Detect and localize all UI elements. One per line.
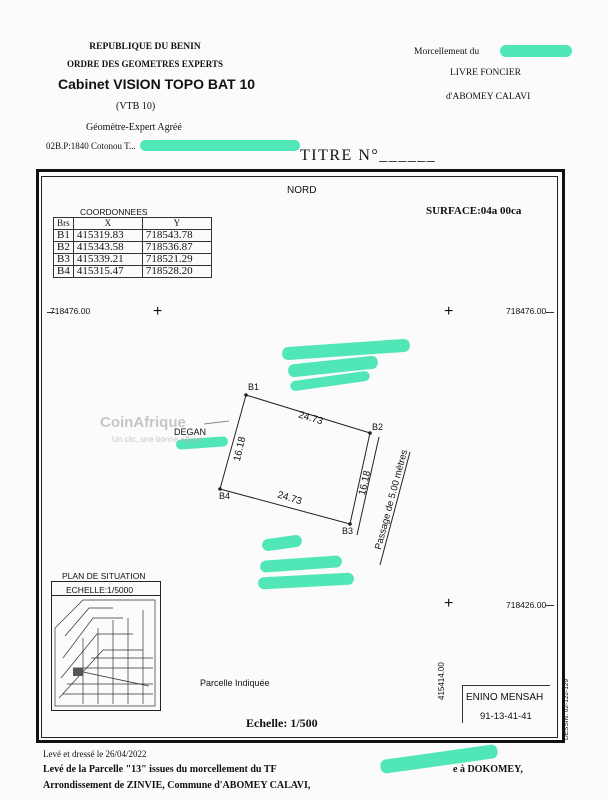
neighbor-left-label: DEGAN [174,427,207,437]
coord-cell: 718543.78 [142,230,211,242]
grid-label-top-left: 718476.00 [50,306,91,316]
leader-line [204,421,229,424]
dimension-bottom: 24.73 [275,489,304,508]
surveyor-name: ENINO MENSAH [466,692,544,703]
grid-cross-icon: + [444,303,454,320]
indicated-parcel [73,668,83,676]
coord-cell: 415315.47 [73,266,142,278]
grid-label-bottom-x: 415414.00 [437,662,446,700]
order-heading: ORDRE DES GEOMETRES EXPERTS [67,59,223,69]
coord-cell: B2 [54,242,74,254]
situation-divider [51,595,161,596]
grid-label-top-right: 718476.00 [506,306,547,316]
point-label-b4: B4 [219,491,231,501]
coord-title: COORDONNEES [80,207,148,217]
point-label-b3: B3 [342,526,354,536]
surface-label: SURFACE:04a 00ca [426,205,522,217]
plan-scale: Echelle: 1/500 [246,716,318,730]
situation-scale: ECHELLE:1/5000 [66,585,134,595]
point-dot [244,393,248,397]
abomey-calavi: d'ABOMEY CALAVI [446,92,531,102]
parcel-indicated-label: Parcelle Indiquée [200,678,270,688]
situation-map [53,598,159,708]
coord-header: X [73,218,142,230]
surveyor-phone: 91-13-41-41 [480,711,532,722]
design-code: DESSIN: 02-122-129 [563,678,570,740]
coord-cell: 415343.58 [73,242,142,254]
cabinet-contact: 02B.P:1840 Cotonou T... [46,141,136,151]
coord-header: Brs [54,218,74,230]
grid-cross-icon: + [153,303,163,320]
cabinet-name: Cabinet VISION TOPO BAT 10 [58,76,256,92]
coord-cell: 718521.29 [142,254,211,266]
watermark-brand: CoinAfrique [100,414,186,431]
titre-number: TITRE N°______ [300,147,437,164]
situation-title: PLAN DE SITUATION [62,571,146,581]
dimension-left: 16.18 [232,435,249,463]
livre-foncier: LIVRE FONCIER [450,68,521,78]
coord-cell: B3 [54,254,74,266]
grid-label-bottom-right: 718426.00 [506,600,547,610]
footer-line2: Arrondissement de ZINVIE, Commune d'ABOMEY CALAVI, [43,780,311,791]
morcellement-label: Morcellement du [414,47,480,57]
coord-cell: 415339.21 [73,254,142,266]
date-line: Levé et dressé le 26/04/2022 [43,749,147,759]
surveyor-box [462,685,550,723]
passage-label: Passage de 5.00 mètres [373,448,411,551]
coord-header: Y [142,218,211,230]
dimension-right: 16.18 [357,469,374,497]
cabinet-abbr: (VTB 10) [116,101,156,112]
coord-cell: 415319.83 [73,230,142,242]
north-label: NORD [287,185,317,196]
watermark-tagline: Un clic, une bonne affaire [112,435,203,444]
coord-cell: B4 [54,266,74,278]
point-label-b2: B2 [372,422,384,432]
grid-cross-icon: + [444,595,454,612]
coord-cell: 718528.20 [142,266,211,278]
dimension-top: 24.73 [296,409,325,428]
footer-line1: Levé de la Parcelle "13" issues du morcellement du TF [43,764,277,775]
point-label-b1: B1 [248,382,260,392]
geometre-role: Géomètre-Expert Agréé [86,122,182,133]
republic-heading: REPUBLIQUE DU BENIN [89,42,201,52]
coord-cell: B1 [54,230,74,242]
footer-line1-end: e à DOKOMEY, [453,764,523,775]
coord-cell: 718536.87 [142,242,211,254]
